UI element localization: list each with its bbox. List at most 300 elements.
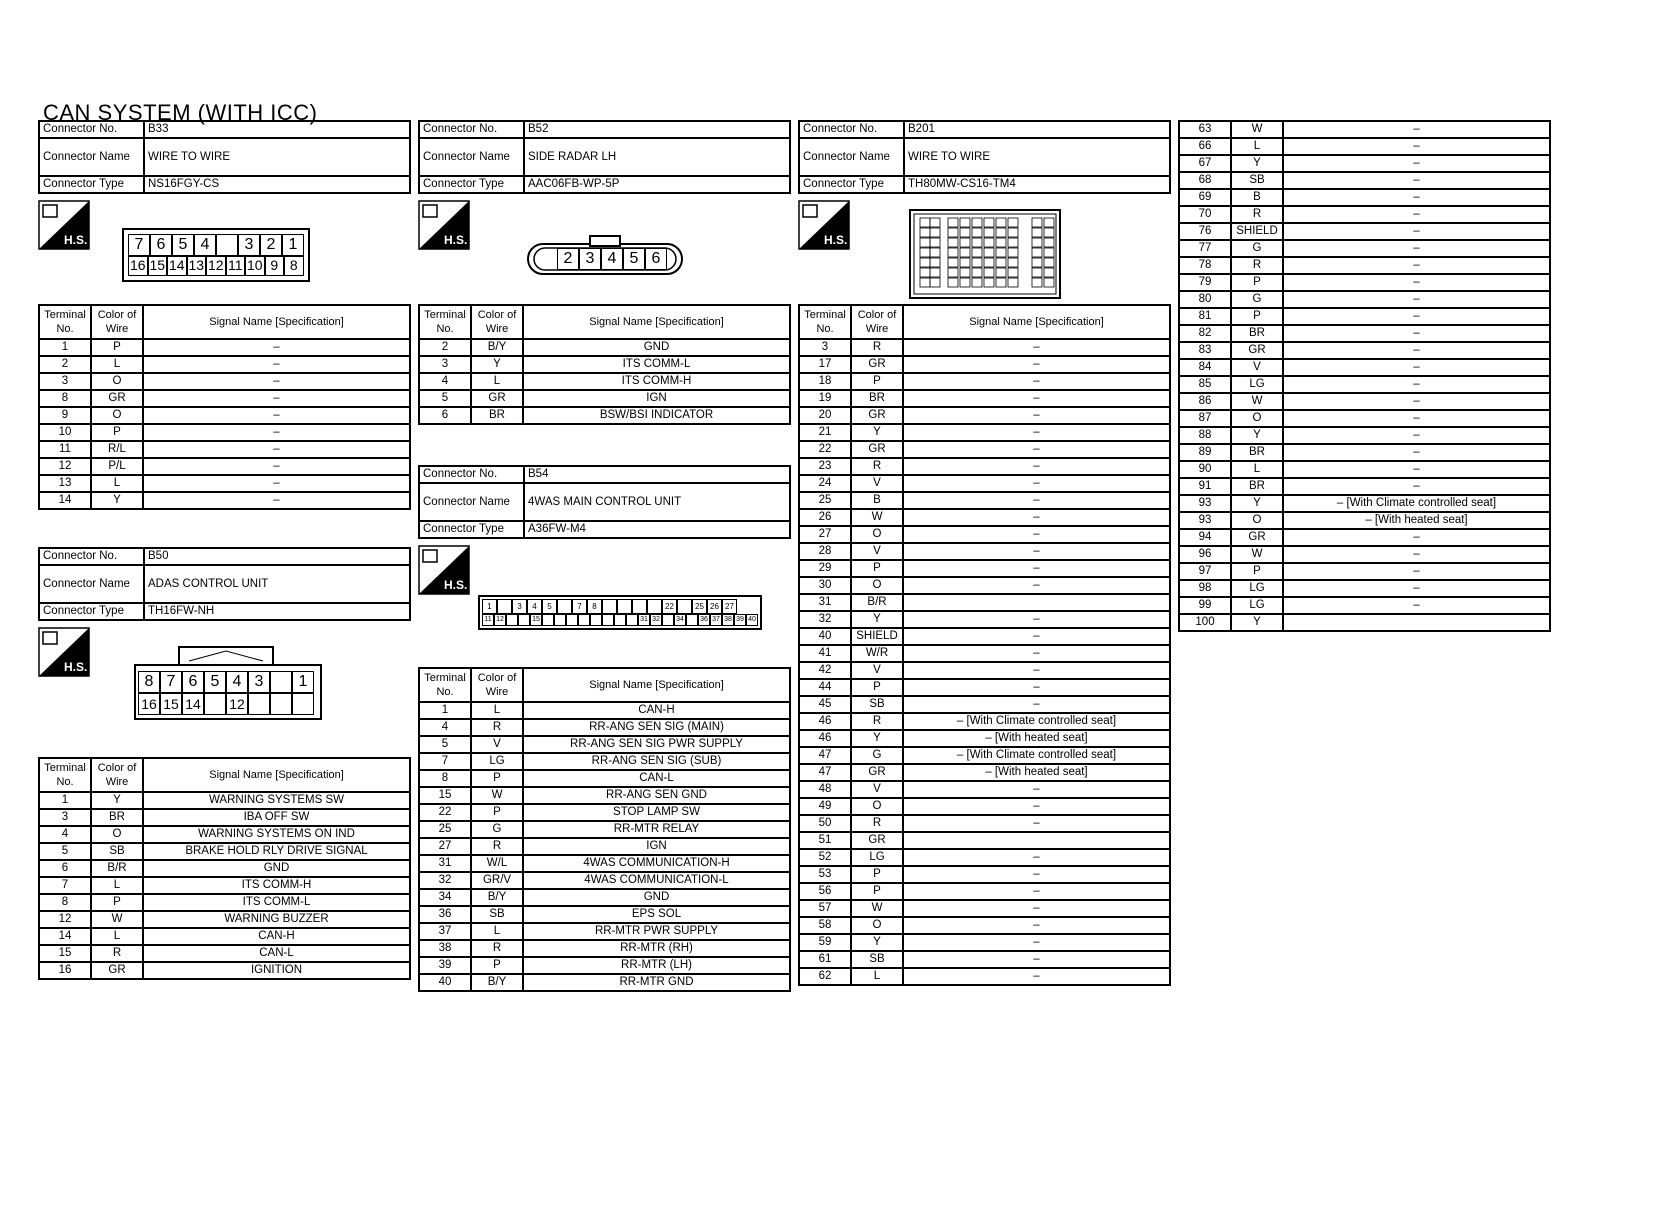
connector-pin: 7 xyxy=(128,234,150,256)
wire-color-cell: Y xyxy=(1231,155,1283,172)
header-terminal: Terminal No. xyxy=(39,305,91,339)
table-row xyxy=(799,798,1170,815)
signal-name-cell xyxy=(903,594,1170,611)
terminal-no-cell: 83 xyxy=(1179,342,1231,359)
connector-pin: 10 xyxy=(245,256,265,276)
wire-color-cell: L xyxy=(1231,138,1283,155)
terminal-no-cell: 1 xyxy=(419,702,471,719)
table-row xyxy=(1179,274,1550,291)
wire-color-cell: P xyxy=(1231,563,1283,580)
header-signal: Signal Name [Specification] xyxy=(523,305,790,339)
wire-color-cell: GR xyxy=(1231,529,1283,546)
signal-name-cell: – xyxy=(903,968,1170,985)
signal-name-cell: WARNING SYSTEMS ON IND xyxy=(143,826,410,843)
terminal-no-cell: 27 xyxy=(799,526,851,543)
table-row xyxy=(419,736,790,753)
signal-name-cell: IGN xyxy=(523,838,790,855)
connector-pin: 8 xyxy=(284,256,304,276)
label-connector-no: Connector No. xyxy=(39,121,144,138)
terminal-no-cell: 67 xyxy=(1179,155,1231,172)
terminal-no-cell: 87 xyxy=(1179,410,1231,427)
wire-color-cell: Y xyxy=(1231,495,1283,512)
terminal-no-cell: 66 xyxy=(1179,138,1231,155)
table-row xyxy=(799,526,1170,543)
connector-pin xyxy=(1008,238,1018,247)
signal-name-cell: – xyxy=(903,900,1170,917)
connector-pin: 26 xyxy=(707,599,722,614)
header-signal: Signal Name [Specification] xyxy=(143,758,410,792)
signal-name-cell: RR-MTR (RH) xyxy=(523,940,790,957)
wire-color-cell: R xyxy=(1231,206,1283,223)
signal-name-cell: IGN xyxy=(523,390,790,407)
connector-pin: 3 xyxy=(238,234,260,256)
wire-color-cell: SB xyxy=(91,843,143,860)
table-row xyxy=(1179,376,1550,393)
connector-pin xyxy=(930,218,940,227)
terminal-no-cell: 46 xyxy=(799,730,851,747)
table-row xyxy=(1179,155,1550,172)
connector-pin xyxy=(948,258,958,267)
wire-color-cell: V xyxy=(471,736,523,753)
wire-color-cell: Y xyxy=(1231,614,1283,631)
label-connector-name: Connector Name xyxy=(39,138,144,176)
connector-pin xyxy=(204,693,226,715)
terminal-no-cell: 41 xyxy=(799,645,851,662)
terminal-no-cell: 17 xyxy=(799,356,851,373)
table-row xyxy=(799,764,1170,781)
connector-pin xyxy=(270,693,292,715)
connector-pin xyxy=(506,614,518,626)
signal-name-cell: – xyxy=(903,662,1170,679)
terminal-no-cell: 57 xyxy=(799,900,851,917)
terminal-no-cell: 69 xyxy=(1179,189,1231,206)
wire-color-cell: GR xyxy=(851,441,903,458)
svg-text:H.S.: H.S. xyxy=(824,233,848,247)
terminal-no-cell: 18 xyxy=(799,373,851,390)
connector-pin xyxy=(948,228,958,237)
connector-pin: 8 xyxy=(138,671,160,693)
label-connector-no: Connector No. xyxy=(39,548,144,565)
connector-pin: 6 xyxy=(182,671,204,693)
signal-name-cell: – xyxy=(903,407,1170,424)
terminal-no-cell: 93 xyxy=(1179,495,1231,512)
connector-pin: 4 xyxy=(226,671,248,693)
signal-name-cell: – xyxy=(903,560,1170,577)
wire-color-cell: P xyxy=(471,957,523,974)
table-row xyxy=(1179,580,1550,597)
terminal-no-cell: 88 xyxy=(1179,427,1231,444)
connector-info-table xyxy=(418,465,791,539)
terminal-no-cell: 99 xyxy=(1179,597,1231,614)
signal-name-cell: – [With heated seat] xyxy=(1283,512,1550,529)
terminal-no-cell: 97 xyxy=(1179,563,1231,580)
wire-color-cell: Y xyxy=(91,792,143,809)
terminal-no-cell: 9 xyxy=(39,407,91,424)
terminal-no-cell: 84 xyxy=(1179,359,1231,376)
wire-color-cell: R xyxy=(471,940,523,957)
signal-name-cell: ITS COMM-L xyxy=(523,356,790,373)
signal-name-cell: – xyxy=(903,475,1170,492)
wire-color-cell: SHIELD xyxy=(1231,223,1283,240)
connector-block-b33 xyxy=(38,120,411,510)
terminal-table-b201 xyxy=(798,304,1171,986)
table-row xyxy=(1179,495,1550,512)
signal-name-cell: – xyxy=(903,883,1170,900)
connector-pin xyxy=(1008,278,1018,287)
signal-name-cell: – xyxy=(143,356,410,373)
signal-name-cell: – xyxy=(143,390,410,407)
signal-name-cell: – xyxy=(143,458,410,475)
header-terminal: Terminal No. xyxy=(39,758,91,792)
table-row xyxy=(799,934,1170,951)
table-row xyxy=(419,889,790,906)
terminal-no-cell: 3 xyxy=(419,356,471,373)
table-row xyxy=(799,662,1170,679)
table-row xyxy=(1179,240,1550,257)
connector-diagram-b201 xyxy=(908,204,1062,302)
signal-name-cell: – xyxy=(1283,563,1550,580)
terminal-no-cell: 80 xyxy=(1179,291,1231,308)
header-terminal: Terminal No. xyxy=(419,305,471,339)
signal-name-cell: STOP LAMP SW xyxy=(523,804,790,821)
table-row xyxy=(1179,257,1550,274)
connector-name: SIDE RADAR LH xyxy=(524,138,790,176)
table-row xyxy=(419,373,790,390)
connector-pin xyxy=(1032,248,1042,257)
wire-color-cell: O xyxy=(91,373,143,390)
terminal-no-cell: 6 xyxy=(419,407,471,424)
connector-name: WIRE TO WIRE xyxy=(904,138,1170,176)
label-connector-type: Connector Type xyxy=(419,176,524,193)
terminal-no-cell: 90 xyxy=(1179,461,1231,478)
terminal-table-b33 xyxy=(38,304,411,510)
terminal-no-cell: 100 xyxy=(1179,614,1231,631)
connector-pin: 1 xyxy=(282,234,304,256)
connector-pin xyxy=(948,218,958,227)
terminal-no-cell: 56 xyxy=(799,883,851,900)
terminal-no-cell: 37 xyxy=(419,923,471,940)
terminal-no-cell: 94 xyxy=(1179,529,1231,546)
connector-pin xyxy=(1032,218,1042,227)
wire-color-cell: O xyxy=(851,577,903,594)
terminal-no-cell: 32 xyxy=(799,611,851,628)
connector-pin xyxy=(948,268,958,277)
wire-color-cell: BR xyxy=(851,390,903,407)
wire-color-cell: BR xyxy=(1231,444,1283,461)
signal-name-cell: – xyxy=(1283,376,1550,393)
label-connector-name: Connector Name xyxy=(799,138,904,176)
terminal-no-cell: 58 xyxy=(799,917,851,934)
wire-color-cell: R xyxy=(1231,257,1283,274)
connector-info-table xyxy=(418,120,791,194)
terminal-no-cell: 12 xyxy=(39,911,91,928)
connector-pin xyxy=(984,268,994,277)
wire-color-cell: BR xyxy=(1231,325,1283,342)
table-row xyxy=(419,923,790,940)
wire-color-cell: L xyxy=(91,475,143,492)
table-row xyxy=(799,917,1170,934)
connector-pin xyxy=(554,614,566,626)
connector-pin xyxy=(948,278,958,287)
table-row xyxy=(1179,427,1550,444)
terminal-no-cell: 7 xyxy=(39,877,91,894)
connector-pin xyxy=(920,268,930,277)
table-row xyxy=(1179,410,1550,427)
wire-color-cell: W xyxy=(1231,546,1283,563)
connector-type: TH80MW-CS16-TM4 xyxy=(904,176,1170,193)
signal-name-cell: – xyxy=(1283,393,1550,410)
terminal-no-cell: 48 xyxy=(799,781,851,798)
table-row xyxy=(799,373,1170,390)
connector-type: A36FW-M4 xyxy=(524,521,790,538)
table-row xyxy=(799,781,1170,798)
table-row xyxy=(419,804,790,821)
connector-pin xyxy=(984,238,994,247)
connector-pin: 7 xyxy=(160,671,182,693)
table-row xyxy=(419,940,790,957)
wire-color-cell: Y xyxy=(91,492,143,509)
connector-pin xyxy=(984,228,994,237)
signal-name-cell: – [With Climate controlled seat] xyxy=(903,713,1170,730)
terminal-no-cell: 91 xyxy=(1179,478,1231,495)
signal-name-cell: – xyxy=(903,781,1170,798)
terminal-no-cell: 5 xyxy=(419,390,471,407)
header-color: Color of Wire xyxy=(851,305,903,339)
table-row xyxy=(1179,325,1550,342)
terminal-no-cell: 10 xyxy=(39,424,91,441)
table-row xyxy=(39,945,410,962)
terminal-no-cell: 61 xyxy=(799,951,851,968)
connector-pin xyxy=(602,599,617,614)
table-row xyxy=(1179,512,1550,529)
terminal-no-cell: 52 xyxy=(799,849,851,866)
connector-diagram-b33 xyxy=(122,228,310,282)
wire-color-cell: GR xyxy=(851,832,903,849)
connector-pin xyxy=(960,238,970,247)
table-row xyxy=(39,809,410,826)
signal-name-cell: – xyxy=(903,645,1170,662)
header-terminal: Terminal No. xyxy=(799,305,851,339)
table-row xyxy=(799,509,1170,526)
terminal-no-cell: 49 xyxy=(799,798,851,815)
terminal-no-cell: 39 xyxy=(419,957,471,974)
signal-name-cell: – xyxy=(1283,257,1550,274)
connector-pin: 22 xyxy=(662,599,677,614)
terminal-no-cell: 40 xyxy=(799,628,851,645)
connector-pin xyxy=(602,614,614,626)
wire-color-cell: P/L xyxy=(91,458,143,475)
terminal-no-cell: 70 xyxy=(1179,206,1231,223)
signal-name-cell: – xyxy=(143,424,410,441)
svg-text:H.S.: H.S. xyxy=(444,578,468,592)
connector-pin xyxy=(292,693,314,715)
connector-pin: 2 xyxy=(557,248,579,270)
signal-name-cell: – xyxy=(903,390,1170,407)
signal-name-cell: 4WAS COMMUNICATION-L xyxy=(523,872,790,889)
header-color: Color of Wire xyxy=(471,668,523,702)
table-row xyxy=(799,424,1170,441)
wire-color-cell: V xyxy=(851,781,903,798)
connector-pin: 25 xyxy=(692,599,707,614)
table-row xyxy=(799,968,1170,985)
terminal-no-cell: 25 xyxy=(799,492,851,509)
signal-name-cell: – xyxy=(1283,308,1550,325)
wire-color-cell: R xyxy=(851,713,903,730)
connector-type: AAC06FB-WP-5P xyxy=(524,176,790,193)
connector-pin xyxy=(996,218,1006,227)
signal-name-cell: – xyxy=(143,373,410,390)
connector-info-table xyxy=(798,120,1171,194)
harness-side-icon xyxy=(38,200,90,250)
connector-pin: 39 xyxy=(734,614,746,626)
connector-pin xyxy=(920,218,930,227)
signal-name-cell: CAN-L xyxy=(523,770,790,787)
connector-type: TH16FW-NH xyxy=(144,603,410,620)
signal-name-cell: RR-MTR GND xyxy=(523,974,790,991)
wire-color-cell: R xyxy=(851,339,903,356)
terminal-no-cell: 25 xyxy=(419,821,471,838)
signal-name-cell: – xyxy=(143,492,410,509)
signal-name-cell: BSW/BSI INDICATOR xyxy=(523,407,790,424)
connector-pin: 11 xyxy=(482,614,494,626)
connector-pin: 14 xyxy=(182,693,204,715)
label-connector-no: Connector No. xyxy=(799,121,904,138)
connector-pin xyxy=(518,614,530,626)
connector-pin: 1 xyxy=(292,671,314,693)
connector-no: B50 xyxy=(144,548,410,565)
connector-pin xyxy=(1044,258,1054,267)
table-row xyxy=(799,849,1170,866)
wire-color-cell: P xyxy=(851,883,903,900)
signal-name-cell: – xyxy=(1283,478,1550,495)
table-row xyxy=(39,458,410,475)
connector-pin xyxy=(930,278,940,287)
connector-pin xyxy=(1008,248,1018,257)
wire-color-cell: BR xyxy=(471,407,523,424)
wire-color-cell: P xyxy=(91,894,143,911)
wire-color-cell: P xyxy=(471,804,523,821)
wire-color-cell: R/L xyxy=(91,441,143,458)
label-connector-type: Connector Type xyxy=(39,176,144,193)
connector-pin xyxy=(972,228,982,237)
header-color: Color of Wire xyxy=(91,758,143,792)
table-row xyxy=(1179,189,1550,206)
connector-pin xyxy=(632,599,647,614)
terminal-no-cell: 22 xyxy=(419,804,471,821)
terminal-no-cell: 20 xyxy=(799,407,851,424)
table-row xyxy=(1179,359,1550,376)
terminal-no-cell: 21 xyxy=(799,424,851,441)
table-row xyxy=(1179,529,1550,546)
signal-name-cell: BRAKE HOLD RLY DRIVE SIGNAL xyxy=(143,843,410,860)
connector-pin xyxy=(996,248,1006,257)
table-row xyxy=(799,339,1170,356)
terminal-no-cell: 53 xyxy=(799,866,851,883)
terminal-no-cell: 45 xyxy=(799,696,851,713)
table-row xyxy=(799,492,1170,509)
connector-pin xyxy=(248,693,270,715)
connector-pin: 12 xyxy=(494,614,506,626)
connector-pin xyxy=(972,248,982,257)
signal-name-cell: – xyxy=(903,356,1170,373)
wire-color-cell: BR xyxy=(1231,478,1283,495)
signal-name-cell: – xyxy=(1283,546,1550,563)
wire-color-cell: GR xyxy=(471,390,523,407)
table-row xyxy=(1179,461,1550,478)
signal-name-cell: – xyxy=(903,866,1170,883)
table-row xyxy=(419,787,790,804)
connector-pin xyxy=(1032,278,1042,287)
connector-no: B201 xyxy=(904,121,1170,138)
connector-pin xyxy=(984,248,994,257)
connector-pin: 14 xyxy=(167,256,187,276)
connector-pin: 16 xyxy=(128,256,148,276)
terminal-no-cell: 77 xyxy=(1179,240,1231,257)
terminal-table-b52 xyxy=(418,304,791,425)
terminal-no-cell: 81 xyxy=(1179,308,1231,325)
terminal-no-cell: 5 xyxy=(39,843,91,860)
signal-name-cell: – xyxy=(1283,138,1550,155)
terminal-no-cell: 76 xyxy=(1179,223,1231,240)
table-row xyxy=(1179,172,1550,189)
connector-pin: 34 xyxy=(674,614,686,626)
wire-color-cell: Y xyxy=(851,730,903,747)
connector-pins-b50 xyxy=(138,671,314,715)
signal-name-cell: – [With Climate controlled seat] xyxy=(1283,495,1550,512)
table-row xyxy=(799,577,1170,594)
wire-color-cell: L xyxy=(471,702,523,719)
connector-pin xyxy=(960,258,970,267)
table-row xyxy=(799,475,1170,492)
wire-color-cell: LG xyxy=(1231,580,1283,597)
table-row xyxy=(39,928,410,945)
signal-name-cell: RR-ANG SEN SIG (MAIN) xyxy=(523,719,790,736)
terminal-no-cell: 4 xyxy=(419,373,471,390)
signal-name-cell: – xyxy=(903,696,1170,713)
connector-pin: 5 xyxy=(623,248,645,270)
table-row xyxy=(799,900,1170,917)
connector-pin xyxy=(566,614,578,626)
wire-color-cell: L xyxy=(91,877,143,894)
table-row xyxy=(799,747,1170,764)
table-row xyxy=(39,441,410,458)
connector-info-table xyxy=(38,547,411,621)
connector-block-b54 xyxy=(418,465,791,992)
table-row xyxy=(419,957,790,974)
terminal-no-cell: 3 xyxy=(39,809,91,826)
connector-pin: 13 xyxy=(187,256,207,276)
wire-color-cell: W xyxy=(1231,393,1283,410)
connector-pin xyxy=(1032,238,1042,247)
signal-name-cell: RR-MTR RELAY xyxy=(523,821,790,838)
connector-pin xyxy=(996,278,1006,287)
svg-text:H.S.: H.S. xyxy=(444,233,468,247)
connector-pin xyxy=(930,248,940,257)
signal-name-cell: – xyxy=(1283,444,1550,461)
connector-no: B33 xyxy=(144,121,410,138)
signal-name-cell: CAN-H xyxy=(523,702,790,719)
wire-color-cell: W xyxy=(471,787,523,804)
terminal-no-cell: 40 xyxy=(419,974,471,991)
wire-color-cell: V xyxy=(851,475,903,492)
wire-color-cell: Y xyxy=(471,356,523,373)
terminal-no-cell: 31 xyxy=(799,594,851,611)
connector-block-b201 xyxy=(798,120,1171,986)
wire-color-cell: Y xyxy=(851,934,903,951)
label-connector-type: Connector Type xyxy=(799,176,904,193)
connector-pin xyxy=(972,218,982,227)
wire-color-cell: G xyxy=(471,821,523,838)
